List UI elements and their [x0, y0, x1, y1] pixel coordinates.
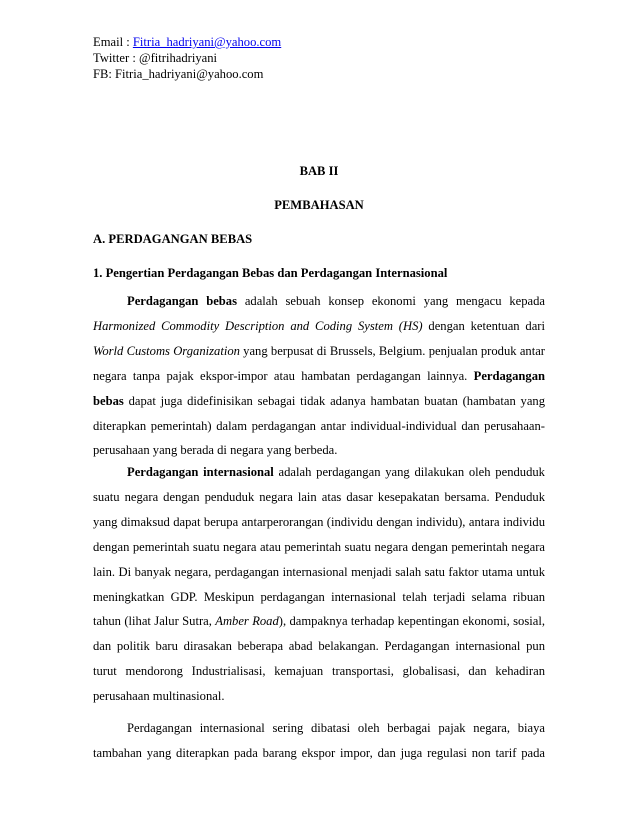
paragraph-2	[93, 460, 545, 709]
p2-line-7	[93, 609, 545, 634]
p2-line-5: lain. Di banyak negara, perdagangan internasional menjadi salah satu faktor utama untuk	[93, 564, 545, 579]
p2-line-2: suatu negara dengan penduduk negara lain atas dasar kesepakatan bersama. Penduduk	[93, 489, 545, 504]
term-perdagangan-bebas: Perdagangan bebas	[127, 294, 237, 308]
p2-text: ), dampaknya terhadap kepentingan ekonomi, sosial,	[278, 614, 545, 629]
p1-line-3	[93, 339, 545, 364]
p1-text: adalah sebuah konsep ekonomi yang mengacu kepada	[237, 294, 545, 308]
p1-text: dapat juga didefinisikan sebagai tidak adanya hambatan buatan (hambatan yang	[123, 393, 545, 408]
p1-line-1	[93, 289, 545, 314]
term-perdagangan: Perdagangan	[473, 368, 545, 383]
paragraph-3	[93, 716, 545, 766]
chapter-heading	[93, 164, 545, 179]
facebook-line: FB: Fitria_hadriyani@yahoo.com	[93, 67, 264, 81]
p2-text: tahun (lihat Jalur Sutra,	[93, 614, 216, 629]
p2-line-9: turut mendorong Industrialisasi, kemajuan transportasi, globalisasi, dan kehadiran	[93, 664, 545, 679]
p1-text: negara tanpa pajak ekspor-impor atau hambatan perdagangan lainnya.	[93, 368, 474, 383]
section-heading: A. PERDAGANGAN BEBAS	[93, 232, 253, 246]
term-bebas: bebas	[93, 393, 124, 408]
email-prefix: Email :	[93, 35, 133, 49]
twitter-line: Twitter : @fitrihadriyani	[93, 51, 218, 65]
email-line	[93, 34, 281, 50]
paragraph-1	[93, 289, 545, 463]
p1-text: yang berpusat di Brussels, Belgium. penjualan produk antar	[239, 343, 545, 358]
subsection-heading: 1. Pengertian Perdagangan Bebas dan Perdagangan Internasional	[93, 266, 448, 280]
term-perdagangan-internasional: Perdagangan internasional	[127, 465, 274, 479]
p3-line-2: tambahan yang diterapkan pada barang ekspor impor, dan juga regulasi non tarif pada	[93, 745, 545, 760]
italic-wco: World Customs Organization	[93, 343, 240, 358]
p1-line-2	[93, 314, 545, 339]
chapter-title-text: PEMBAHASAN	[274, 198, 364, 212]
p2-line-1	[93, 460, 545, 485]
p2-line-10: perusahaan multinasional.	[93, 689, 225, 704]
p2-line-4: dengan pemerintah suatu negara atau pemerintah suatu negara dengan pemerintah negara	[93, 539, 545, 554]
p3-line-1: Perdagangan internasional sering dibatasi oleh berbagai pajak negara, biaya	[127, 721, 545, 735]
italic-amber-road: Amber Road	[215, 614, 279, 629]
p1-text: dengan ketentuan dari	[422, 318, 545, 333]
p2-text: adalah perdagangan yang dilakukan oleh penduduk	[273, 465, 545, 479]
p1-line-4	[93, 364, 545, 389]
p2-line-8: dan politik baru dirasakan beberapa abad belakangan. Perdagangan internasional pun	[93, 639, 545, 654]
p2-line-6: meningkatkan GDP. Meskipun perdagangan internasional telah terjadi selama ribuan	[93, 589, 545, 604]
p1-line-6: diterapkan pemerintah) dalam perdagangan antar individual-individual dan perusahaan-	[93, 418, 545, 433]
chapter-title	[93, 198, 545, 213]
p1-line-7: perusahaan yang berada di negara yang berbeda.	[93, 443, 338, 458]
contact-block	[93, 34, 281, 82]
p1-line-5	[93, 389, 545, 414]
chapter-label: BAB II	[299, 164, 339, 178]
email-link[interactable]: Fitria_hadriyani@yahoo.com	[132, 35, 282, 49]
italic-hs: Harmonized Commodity Description and Coding System (HS)	[93, 318, 423, 333]
p2-line-3: yang dimaksud dapat berupa antarperorangan (individu dengan individu), antara individu	[93, 514, 545, 529]
